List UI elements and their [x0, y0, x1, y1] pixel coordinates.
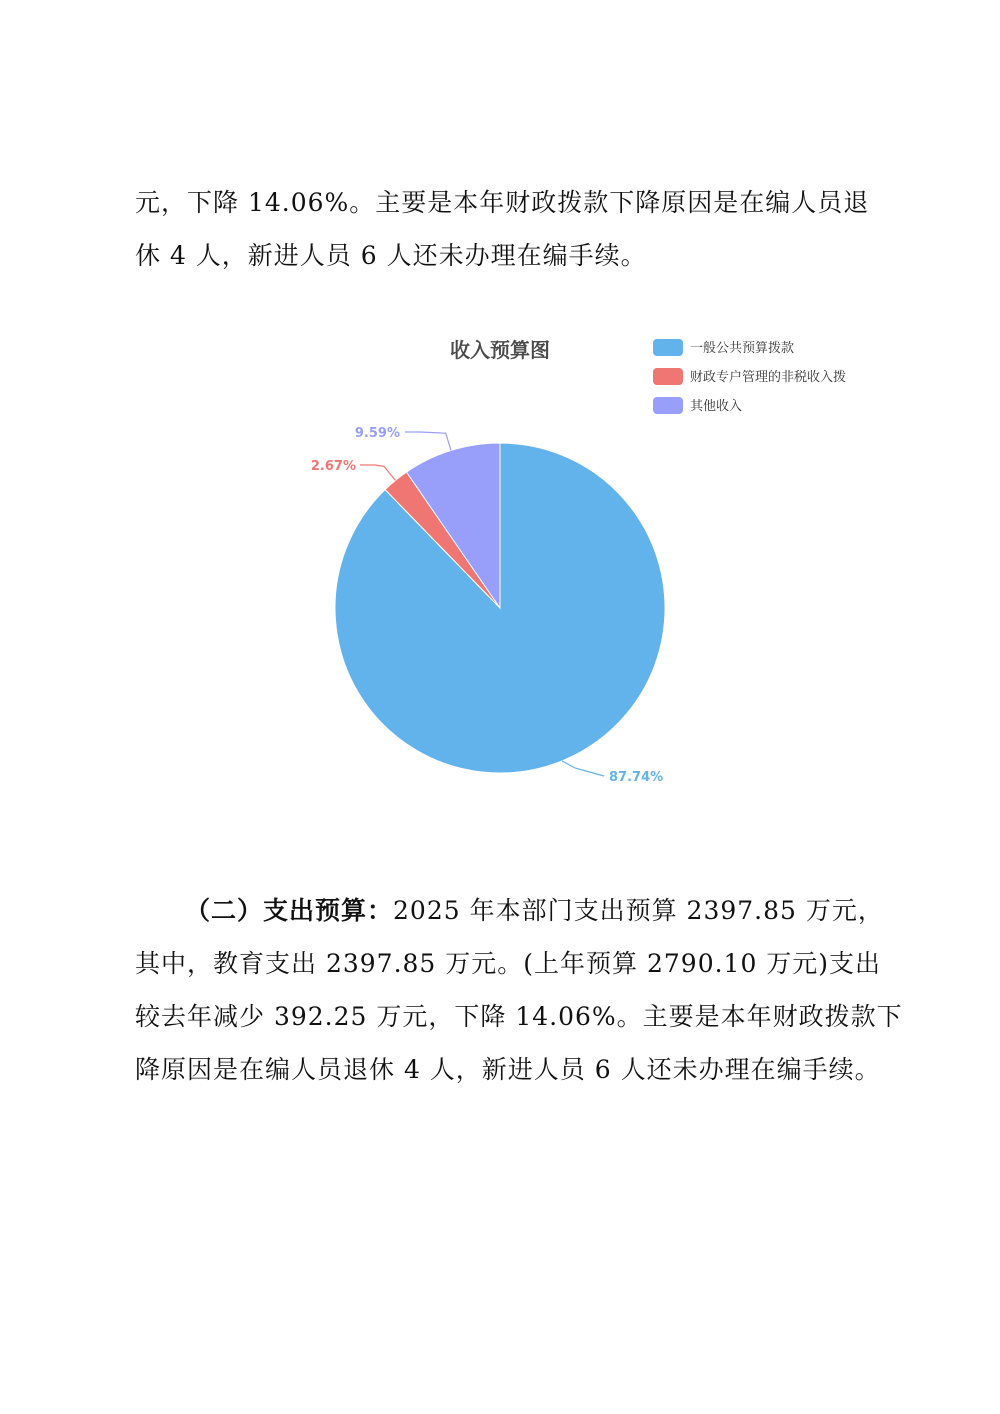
leader-line — [562, 761, 604, 776]
paragraph-line: 降原因是在编人员退休 4 人，新进人员 6 人还未办理在编手续。 — [135, 1055, 881, 1084]
slice-label: 87.74% — [609, 770, 664, 785]
pie-slices — [335, 443, 665, 773]
paragraph-expenditure-budget — [135, 884, 903, 1096]
leader-line — [360, 465, 395, 480]
legend-label: 财政专户管理的非税收入拨 — [690, 370, 847, 385]
legend-label: 其他收入 — [690, 399, 743, 414]
paragraph-text: 2025 年本部门支出预算 2397.85 万元， — [393, 896, 884, 925]
paragraph-line: 较去年减少 392.25 万元，下降 14.06%。主要是本年财政拨款下 — [135, 1002, 903, 1031]
legend-label: 一般公共预算拨款 — [690, 341, 795, 356]
legend-swatch — [653, 397, 683, 414]
chart-legend — [653, 339, 846, 414]
paragraph-line: 休 4 人，新进人员 6 人还未办理在编手续。 — [135, 241, 647, 270]
legend-swatch — [653, 339, 683, 356]
slice-label: 2.67% — [310, 459, 356, 474]
leader-line — [405, 432, 451, 450]
paragraph-line: 元，下降 14.06%。主要是本年财政拨款下降原因是在编人员退 — [135, 188, 870, 217]
slice-label: 9.59% — [354, 426, 400, 441]
paragraph-income-note — [135, 176, 870, 282]
legend-swatch — [653, 368, 683, 385]
chart-title: 收入预算图 — [450, 338, 550, 362]
income-budget-pie-chart — [0, 300, 1000, 820]
paragraph-line: 其中，教育支出 2397.85 万元。(上年预算 2790.10 万元)支出 — [135, 949, 882, 978]
paragraph-line — [135, 884, 884, 937]
section-heading: （二）支出预算： — [185, 896, 394, 925]
